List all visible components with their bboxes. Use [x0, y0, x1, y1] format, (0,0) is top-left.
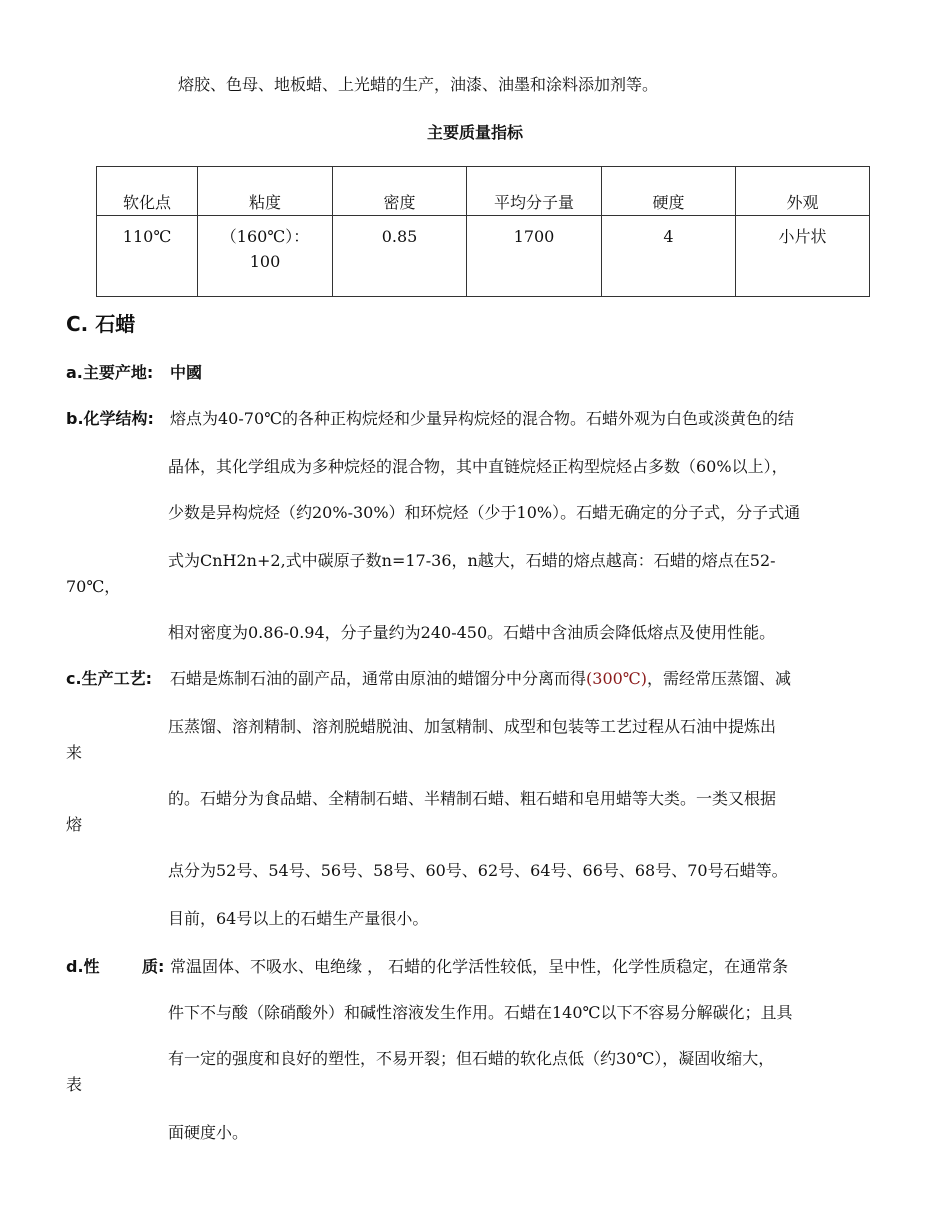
table-title: 主要质量指标 — [426, 123, 523, 142]
chem-line: 晶体，其化学组成为多种烷烃的混合物，其中直链烷烃正构型烷烃占多数（60%以上）， — [168, 457, 788, 476]
label-production-process: c.生产工艺: — [66, 669, 152, 688]
property-line: 件下不与酸（除硝酸外）和碱性溶液发生作用。石蜡在140℃以下不容易分解碳化；且具 — [168, 1003, 793, 1022]
quality-table — [96, 166, 870, 297]
process-line — [170, 666, 791, 689]
label-properties-b: 质: — [142, 957, 165, 976]
value-hardness: 4 — [602, 216, 736, 297]
process-line: 压蒸馏、溶剂精制、溶剂脱蜡脱油、加氢精制、成型和包装等工艺过程从石油中提炼出 — [168, 717, 777, 736]
process-line: 的。石蜡分为食品蜡、全精制石蜡、半精制石蜡、粗石蜡和皂用蜡等大类。一类又根据 — [168, 789, 777, 808]
process-line: 来 — [66, 743, 83, 762]
process-temperature: (300℃) — [586, 669, 647, 688]
chem-line: 式为CnH2n+2,式中碳原子数n=17-36，n越大，石蜡的熔点越高：石蜡的熔点在52- — [168, 551, 776, 570]
property-line: 面硬度小。 — [168, 1123, 249, 1142]
chem-line: 70℃， — [66, 577, 121, 596]
process-line: 点分为52号、54号、56号、58号、60号、62号、64号、66号、68号、70号石蜡等。 — [168, 861, 788, 880]
property-line: 常温固体、不吸水、电绝缘 ， 石蜡的化学活性较低，呈中性，化学性质稳定，在通常条 — [170, 957, 789, 976]
table-header-row — [97, 167, 870, 216]
process-text: 石蜡是炼制石油的副产品，通常由原油的蜡馏分中分离而得 — [170, 669, 587, 688]
value-softening-point: 110℃ — [97, 216, 198, 297]
header-viscosity: 粘度 — [198, 167, 333, 216]
process-line: 熔 — [66, 815, 83, 834]
header-density: 密度 — [333, 167, 467, 216]
header-appearance: 外观 — [736, 167, 870, 216]
section-c-title: C. 石蜡 — [66, 312, 136, 336]
property-line: 有一定的强度和良好的塑性，不易开裂；但石蜡的软化点低（约30℃），凝固收缩大， — [168, 1049, 775, 1068]
label-properties-a: d.性 — [66, 957, 100, 976]
label-origin: a.主要产地: — [66, 363, 154, 382]
table-row — [97, 216, 870, 297]
property-line: 表 — [66, 1075, 83, 1094]
value-viscosity — [198, 216, 333, 297]
header-molecular-weight: 平均分子量 — [467, 167, 602, 216]
chem-line: 少数是异构烷烃（约20%-30%）和环烷烃（少于10%）。石蜡无确定的分子式，分子式通 — [168, 503, 801, 522]
intro-line: 熔胶、色母、地板蜡、上光蜡的生产，油漆、油墨和涂料添加剂等。 — [178, 75, 659, 94]
process-line: 目前，64号以上的石蜡生产量很小。 — [168, 909, 429, 928]
value-molecular-weight: 1700 — [467, 216, 602, 297]
text-origin: 中國 — [170, 363, 203, 382]
chem-line: 相对密度为0.86-0.94，分子量约为240-450。石蜡中含油质会降低熔点及使用性能。 — [168, 623, 776, 642]
value-density: 0.85 — [333, 216, 467, 297]
value-viscosity-number: 100 — [249, 252, 281, 271]
chem-line: 熔点为40-70℃的各种正构烷烃和少量异构烷烃的混合物。石蜡外观为白色或淡黄色的结 — [170, 409, 795, 428]
process-text: ，需经常压蒸馏、减 — [646, 669, 791, 688]
header-softening-point: 软化点 — [97, 167, 198, 216]
value-appearance: 小片状 — [736, 216, 870, 297]
header-hardness: 硬度 — [602, 167, 736, 216]
value-viscosity-condition: （160℃）： — [220, 227, 310, 246]
label-chemical-structure: b.化学结构: — [66, 409, 154, 428]
